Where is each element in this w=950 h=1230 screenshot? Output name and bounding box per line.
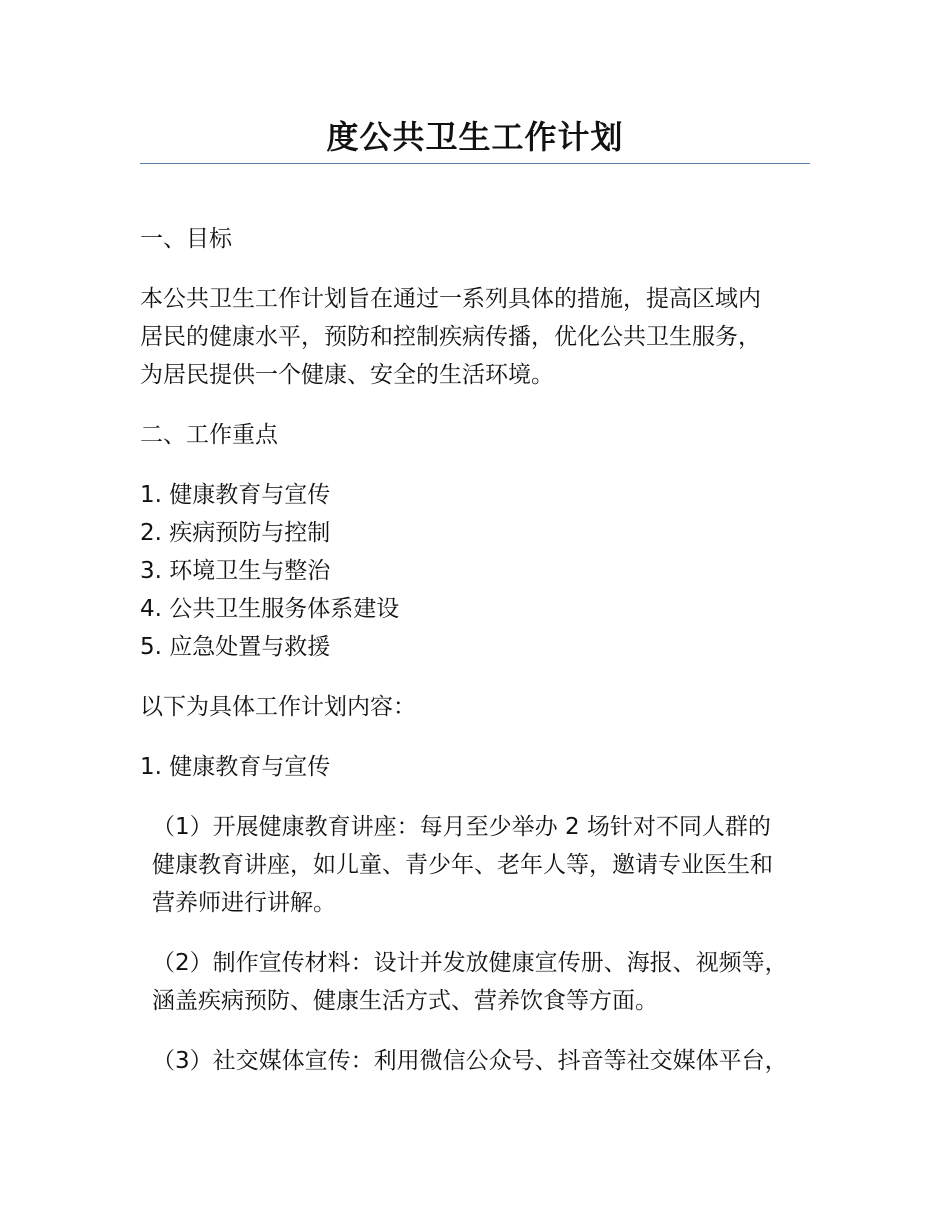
plan-point-materials [140,944,812,1020]
focus-list [140,476,812,666]
text-line: （3）社交媒体宣传：利用微信公众号、抖音等社交媒体平台， [152,1048,788,1074]
text-line: （1）开展健康教育讲座：每月至少举办 2 场针对不同人群的 [152,814,771,840]
text-line: 居民的健康水平，预防和控制疾病传播，优化公共卫生服务， [140,324,761,350]
plan-point-lectures [140,808,812,922]
section-heading-focus: 二、工作重点 [140,422,278,448]
text-line: 为居民提供一个健康、安全的生活环境。 [140,362,554,388]
text-line: 健康教育讲座，如儿童、青少年、老年人等，邀请专业医生和 [152,852,773,878]
list-item: 4. 公共卫生服务体系建设 [140,596,400,622]
section-heading-goal: 一、目标 [140,226,232,252]
list-item: 5. 应急处置与救援 [140,634,331,660]
detail-intro: 以下为具体工作计划内容： [140,694,416,720]
list-item: 3. 环境卫生与整治 [140,558,331,584]
document-body [140,220,812,1080]
text-line: 涵盖疾病预防、健康生活方式、营养饮食等方面。 [152,988,658,1014]
list-item: 1. 健康教育与宣传 [140,482,331,508]
document-title: 度公共卫生工作计划 [326,118,624,156]
plan-point-social-media [140,1042,812,1080]
text-line: （2）制作宣传材料：设计并发放健康宣传册、海报、视频等， [152,950,788,976]
text-line: 营养师进行讲解。 [152,890,336,916]
goal-paragraph [140,280,812,394]
list-item: 2. 疾病预防与控制 [140,520,331,546]
title-underline [140,163,810,164]
text-line: 本公共卫生工作计划旨在通过一系列具体的措施，提高区域内 [140,286,761,312]
subsection-heading-health-education: 1. 健康教育与宣传 [140,754,331,780]
